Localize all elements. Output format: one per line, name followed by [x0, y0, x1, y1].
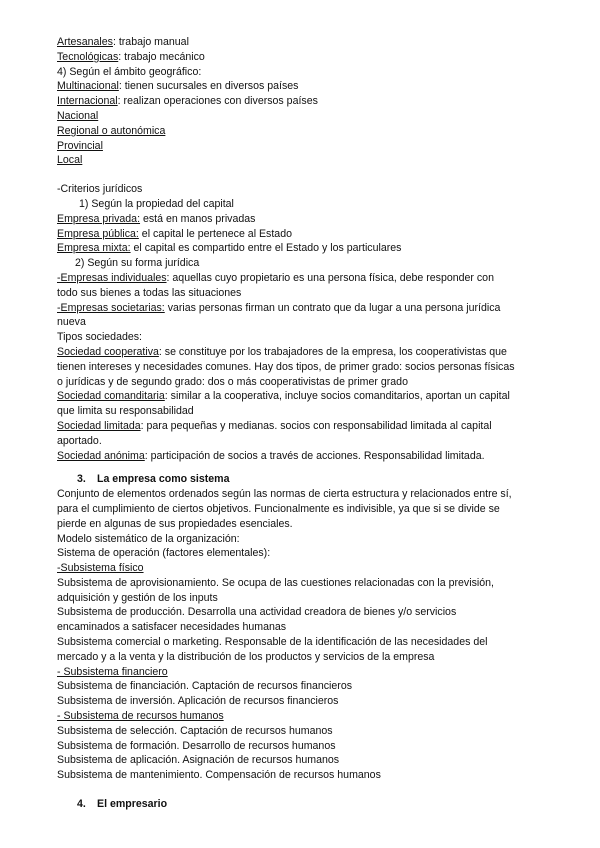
sociedad-comanditaria-text: : similar a la cooperativa, incluye socios comanditarios, aportan un capital: [164, 390, 510, 403]
artesanales-text: : trabajo manual: [112, 36, 189, 48]
empresa-privada-text: está en manos privadas: [140, 212, 256, 225]
internacional-term: Internacional: [57, 95, 118, 108]
aprovisionamiento-cont: adquisición y gestión de los inputs: [57, 591, 218, 604]
section-3-heading: [57, 472, 535, 487]
empresas-societarias-line: [57, 301, 535, 316]
sociedad-comanditaria-cont: que limita su responsabilidad: [57, 405, 194, 418]
sociedad-limitada-cont: aportado.: [57, 434, 102, 447]
tipos-sociedades-heading: Tipos sociedades:: [57, 331, 142, 344]
nacional-term: Nacional: [57, 109, 99, 122]
seleccion-line: Subsistema de selección. Captación de recursos humanos: [57, 724, 333, 737]
sociedad-anonima-term: Sociedad anónima: [57, 449, 145, 462]
section-4-number: 4.: [77, 798, 86, 811]
sociedad-limitada-line: [57, 419, 535, 434]
section-3-number: 3.: [77, 473, 86, 486]
empresas-individuales-text: : aquellas cuyo propietario es una persona física, debe responder con: [166, 271, 494, 284]
sistema-definition-3: pierde en algunas de sus propiedades esenciales.: [57, 517, 293, 530]
comercial-cont: mercado y a la venta y la distribución de los productos y servicios de la empresa: [57, 650, 435, 663]
empresas-individuales-line: [57, 271, 535, 286]
blank-line: [57, 168, 535, 182]
provincial-term: Provincial: [57, 139, 103, 152]
sociedad-comanditaria-term: Sociedad comanditaria: [57, 390, 165, 403]
section-4-heading: [57, 797, 535, 812]
sistema-definition-2: para el cumplimiento de ciertos objetivos. Funcionalmente es indivisible, ya que si se divide se: [57, 502, 500, 515]
criterios-juridicos-heading: -Criterios jurídicos: [57, 183, 143, 196]
sociedad-anonima-text: : participación de socios a través de acciones. Responsabilidad limitada.: [144, 449, 485, 462]
regional-term: Regional o autonómica: [57, 124, 166, 137]
sociedad-limitada-text: : para pequeñas y medianas. socios con responsabilidad limitada al capital: [140, 419, 492, 432]
produccion-cont: encaminados a satisfacer necesidades humanas: [57, 621, 287, 634]
inversion-line: Subsistema de inversión. Aplicación de recursos financieros: [57, 695, 339, 708]
aplicacion-line: Subsistema de aplicación. Asignación de recursos humanos: [57, 754, 340, 767]
empresa-mixta-line: [57, 241, 535, 256]
empresa-publica-text: el capital le pertenece al Estado: [138, 227, 292, 240]
sociedad-cooperativa-text: : se constituye por los trabajadores de la empresa, los cooperativistas que: [158, 345, 507, 358]
section-4-title: El empresario: [97, 798, 168, 811]
empresas-societarias-term: -Empresas societarias:: [57, 301, 165, 314]
tecnologicas-term: Tecnológicas: [57, 50, 119, 63]
subsistema-financiero-heading: - Subsistema financiero: [57, 665, 168, 678]
subsistema-fisico-heading: -Subsistema físico: [57, 562, 144, 575]
empresa-publica-line: [57, 227, 535, 242]
empresa-publica-term: Empresa pública:: [57, 227, 139, 240]
formacion-line: Subsistema de formación. Desarrollo de recursos humanos: [57, 739, 336, 752]
empresas-societarias-cont: nueva: [57, 316, 86, 329]
propiedad-capital-heading: 1) Según la propiedad del capital: [79, 197, 234, 210]
sociedad-comanditaria-line: [57, 389, 535, 404]
produccion-line: Subsistema de producción. Desarrolla una actividad creadora de bienes y/o servicios: [57, 606, 457, 619]
empresas-individuales-cont: todo sus bienes a todas las situaciones: [57, 286, 242, 299]
forma-juridica-heading: 2) Según su forma jurídica: [75, 257, 200, 270]
internacional-line: [57, 94, 535, 109]
modelo-sistematico: Modelo sistemático de la organización:: [57, 532, 240, 545]
sociedad-cooperativa-cont-1: tienen intereses y necesidades comunes. Hay dos tipos, de primer grado: socios personas físicas: [57, 360, 515, 373]
empresa-mixta-term: Empresa mixta:: [57, 242, 131, 255]
aprovisionamiento-line: Subsistema de aprovisionamiento. Se ocupa de las cuestiones relacionadas con la previsión,: [57, 576, 494, 589]
sistema-operacion: Sistema de operación (factores elementales):: [57, 547, 271, 560]
multinacional-text: : tienen sucursales en diversos países: [118, 80, 299, 93]
comercial-line: Subsistema comercial o marketing. Responsable de la identificación de las necesidades del: [57, 636, 488, 649]
empresa-privada-term: Empresa privada:: [57, 212, 141, 225]
sociedad-cooperativa-line: [57, 345, 535, 360]
ambito-geografico-heading: 4) Según el ámbito geográfico:: [57, 65, 202, 78]
internacional-text: : realizan operaciones con diversos países: [117, 95, 318, 108]
multinacional-term: Multinacional: [57, 80, 119, 93]
document-page: [57, 35, 535, 812]
multinacional-line: [57, 79, 535, 94]
mantenimiento-line: Subsistema de mantenimiento. Compensación de recursos humanos: [57, 769, 381, 782]
section-3-title: La empresa como sistema: [97, 473, 230, 486]
sociedad-anonima-line: [57, 449, 535, 464]
empresas-individuales-term: -Empresas individuales: [57, 271, 167, 284]
sociedad-cooperativa-cont-2: o jurídicas y de segundo grado: dos o más cooperativistas de primer grado: [57, 375, 408, 388]
sistema-definition-1: Conjunto de elementos ordenados según las normas de cierta estructura y relacionados entre sí,: [57, 488, 512, 501]
tecnologicas-text: : trabajo mecánico: [118, 50, 205, 63]
financiacion-line: Subsistema de financiación. Captación de recursos financieros: [57, 680, 353, 693]
sociedad-cooperativa-term: Sociedad cooperativa: [57, 345, 159, 358]
artesanales-line: [57, 35, 535, 50]
empresa-mixta-text: el capital es compartido entre el Estado y los particulares: [130, 242, 402, 255]
sociedad-limitada-term: Sociedad limitada: [57, 419, 141, 432]
subsistema-rrhh-heading: - Subsistema de recursos humanos: [57, 710, 224, 723]
local-term: Local: [57, 154, 83, 167]
artesanales-term: Artesanales: [57, 36, 113, 48]
tecnologicas-line: [57, 50, 535, 65]
empresas-societarias-text: varias personas firman un contrato que da lugar a una persona jurídica: [164, 301, 501, 314]
empresa-privada-line: [57, 212, 535, 227]
